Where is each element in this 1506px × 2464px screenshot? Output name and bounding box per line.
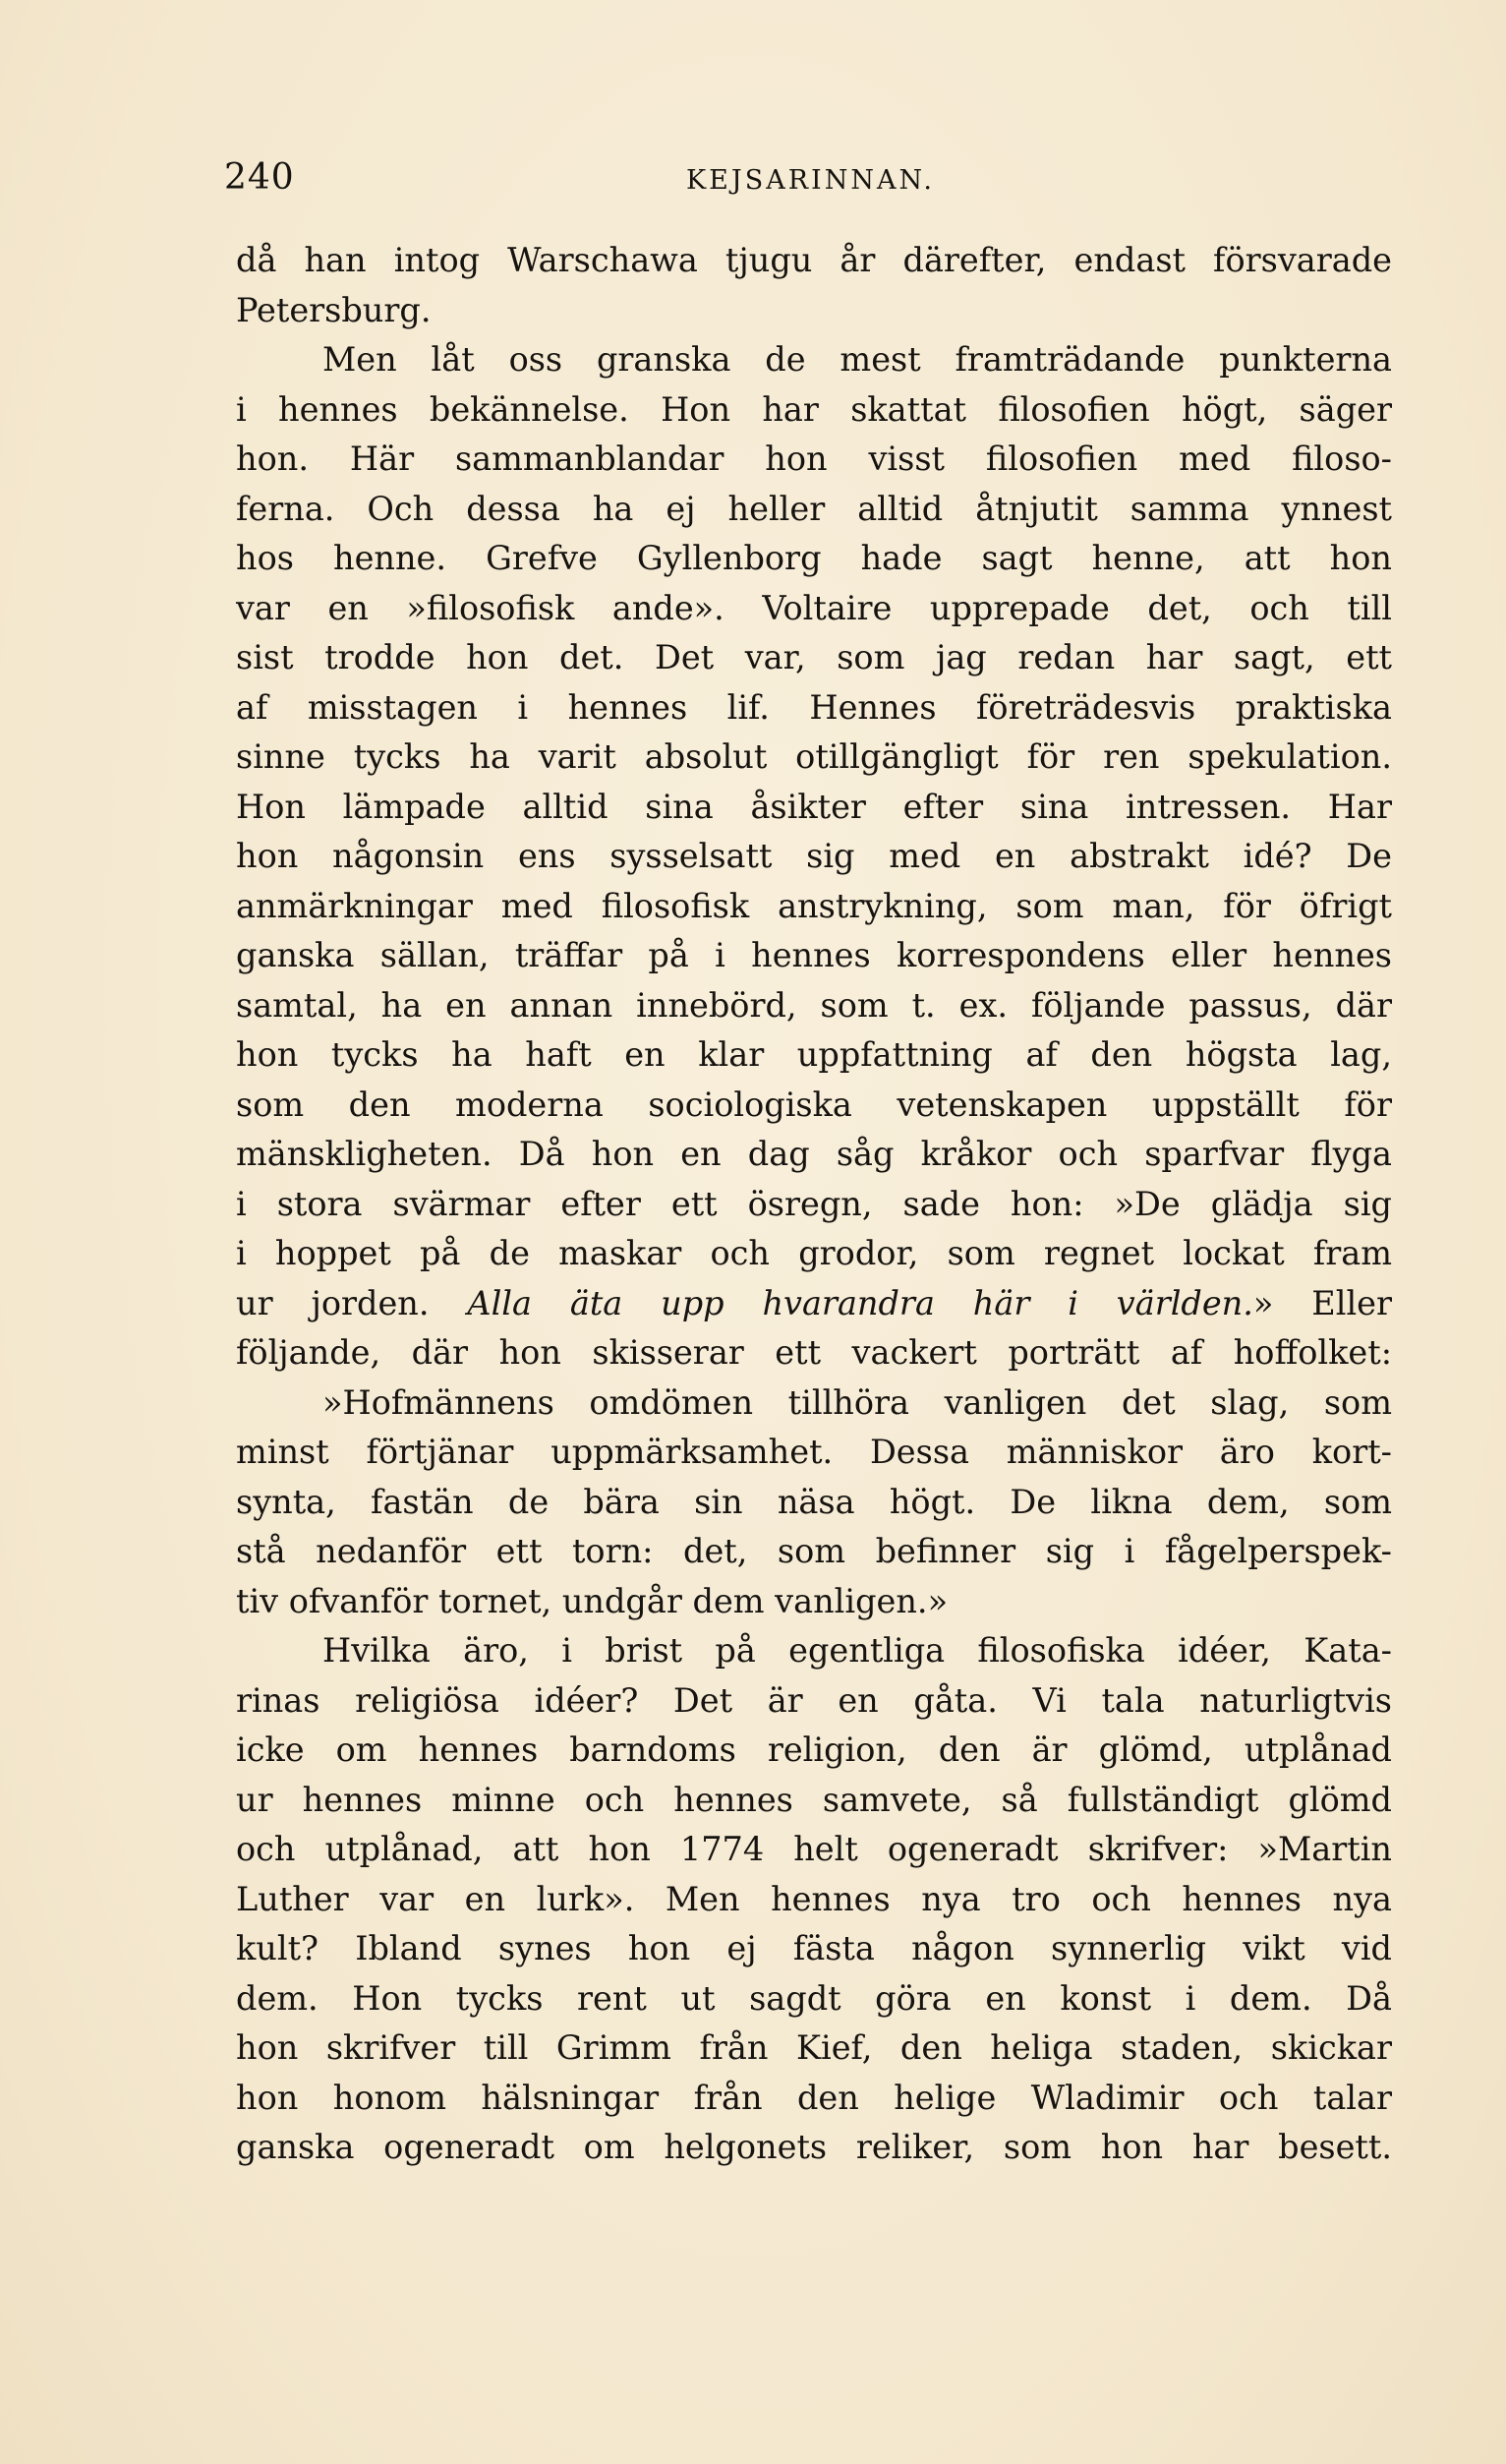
text-line: [236, 2123, 1392, 2173]
text-segment: stå nedanför ett torn: det, som befinner sig i fågelperspek-: [236, 1532, 1392, 1570]
text-segment: hon någonsin ens sysselsatt sig med en abstrakt idé? De: [236, 837, 1392, 875]
text-line: [236, 783, 1392, 833]
text-segment: och utplånad, att hon 1774 helt ogeneradt skrifver: »Martin: [236, 1830, 1392, 1868]
page-number: 240: [224, 157, 295, 198]
italic-quote: Alla äta upp hvarandra här i världen.: [467, 1283, 1253, 1322]
text-segment: mänskligheten. Då hon en dag såg kråkor och sparfvar flyga: [236, 1135, 1392, 1173]
text-line: [236, 1030, 1392, 1081]
text-segment: af misstagen i hennes lif. Hennes företrädesvis praktiska: [236, 687, 1392, 727]
text-line: [236, 1130, 1392, 1180]
text-segment: ferna. Och dessa ha ej heller alltid åtnjutit samma ynnest: [236, 489, 1392, 528]
text-segment: ganska sällan, träffar på i hennes korrespondens eller hennes: [236, 936, 1392, 974]
text-line: [236, 1626, 1392, 1676]
text-segment: hon tycks ha haft en klar uppfattning af den högsta lag,: [236, 1035, 1392, 1074]
text-segment: Hon lämpade alltid sina åsikter efter sina intressen. Har: [236, 787, 1392, 826]
running-head: KEJSARINNAN.: [686, 165, 935, 196]
text-line: [236, 435, 1392, 485]
text-segment: sinne tycks ha varit absolut otillgängligt för ren spekulation.: [236, 737, 1392, 776]
text-line: [236, 534, 1392, 584]
text-line: [236, 683, 1392, 733]
text-segment: Hvilka äro, i brist på egentliga filosofiska idéer, Kata-: [322, 1631, 1392, 1670]
text-segment: tiv ofvanför tornet, undgår dem vanligen.»: [236, 1581, 949, 1620]
text-line: [236, 335, 1392, 385]
text-line: [236, 1379, 1392, 1429]
text-line: [236, 2024, 1392, 2074]
text-segment: dem. Hon tycks rent ut sagdt göra en konst i dem. Då: [236, 1978, 1392, 2018]
text-line: [236, 1527, 1392, 1577]
text-line: [236, 485, 1392, 535]
text-segment: följande, där hon skisserar ett vackert porträtt af hoffolket:: [236, 1333, 1392, 1372]
text-line: [236, 1875, 1392, 1925]
text-segment: hon. Här sammanblandar hon visst filosofien med filoso-: [236, 440, 1392, 478]
text-line: [236, 832, 1392, 882]
text-segment: minst förtjänar uppmärksamhet. Dessa människor äro kort-: [236, 1433, 1392, 1471]
text-segment: hos henne. Grefve Gyllenborg hade sagt henne, att hon: [236, 539, 1392, 577]
text-segment: Luther var en lurk». Men hennes nya tro och hennes nya: [236, 1879, 1392, 1918]
text-line: [236, 1328, 1392, 1379]
text-segment: anmärkningar med filosofisk anstrykning, som man, för öfrigt: [236, 886, 1392, 925]
text-line: [236, 1180, 1392, 1230]
text-segment: sist trodde hon det. Det var, som jag redan har sagt, ett: [236, 638, 1392, 676]
text-segment: rinas religiösa idéer? Det är en gåta. Vi tala naturligtvis: [236, 1680, 1392, 1720]
text-line: [236, 1776, 1392, 1826]
text-segment: Men låt oss granska de mest framträdande punkterna: [322, 340, 1392, 379]
text-segment: samtal, ha en annan innebörd, som t. ex. följande passus, där: [236, 985, 1392, 1025]
text-segment: » Eller: [1252, 1283, 1392, 1322]
page-header: [224, 157, 1392, 216]
text-segment: hon honom hälsningar från den helige Wladimir och talar: [236, 2078, 1392, 2117]
text-segment: ur jorden.: [236, 1283, 468, 1322]
text-line: [236, 931, 1392, 981]
text-segment: kult? Ibland synes hon ej fästa någon synnerlig vikt vid: [236, 1929, 1392, 1967]
text-line: [236, 236, 1392, 286]
text-segment: i hennes bekännelse. Hon har skattat filosofien högt, säger: [236, 389, 1392, 429]
text-segment: ganska ogeneradt om helgonets reliker, som hon har besett.: [236, 2128, 1392, 2166]
text-segment: i hoppet på de maskar och grodor, som regnet lockat fram: [236, 1234, 1392, 1272]
text-line: [236, 733, 1392, 783]
text-segment: hon skrifver till Grimm från Kief, den heliga staden, skickar: [236, 2028, 1392, 2067]
text-line: [236, 1081, 1392, 1131]
text-line: [236, 1279, 1392, 1329]
text-line: [236, 1924, 1392, 1974]
text-line: [236, 1229, 1392, 1279]
text-line: [236, 1478, 1392, 1528]
text-line: [236, 584, 1392, 634]
text-line: [236, 882, 1392, 932]
text-segment: var en »filosofisk ande». Voltaire upprepade det, och till: [236, 588, 1392, 627]
text-segment: synta, fastän de bära sin näsa högt. De likna dem, som: [236, 1482, 1392, 1521]
text-segment: »Hofmännens omdömen tillhöra vanligen det slag, som: [322, 1382, 1392, 1422]
text-segment: Petersburg.: [236, 290, 432, 329]
text-line: [236, 633, 1392, 683]
text-segment: som den moderna sociologiska vetenskapen uppställt för: [236, 1085, 1392, 1124]
text-line: [236, 1825, 1392, 1875]
text-line: [236, 1428, 1392, 1478]
body-text: [236, 236, 1392, 2173]
text-line: [236, 1577, 1392, 1627]
text-line: [236, 286, 1392, 336]
text-line: [236, 1676, 1392, 1727]
text-segment: ur hennes minne och hennes samvete, så fullständigt glömd: [236, 1780, 1392, 1819]
text-segment: icke om hennes barndoms religion, den är glömd, utplånad: [236, 1731, 1392, 1769]
text-line: [236, 1974, 1392, 2024]
text-line: [236, 981, 1392, 1031]
text-line: [236, 2074, 1392, 2124]
text-line: [236, 1726, 1392, 1776]
text-line: [236, 385, 1392, 436]
text-segment: i stora svärmar efter ett ösregn, sade hon: »De glädja sig: [236, 1184, 1392, 1223]
text-segment: då han intog Warschawa tjugu år därefter, endast försvarade: [236, 241, 1392, 279]
